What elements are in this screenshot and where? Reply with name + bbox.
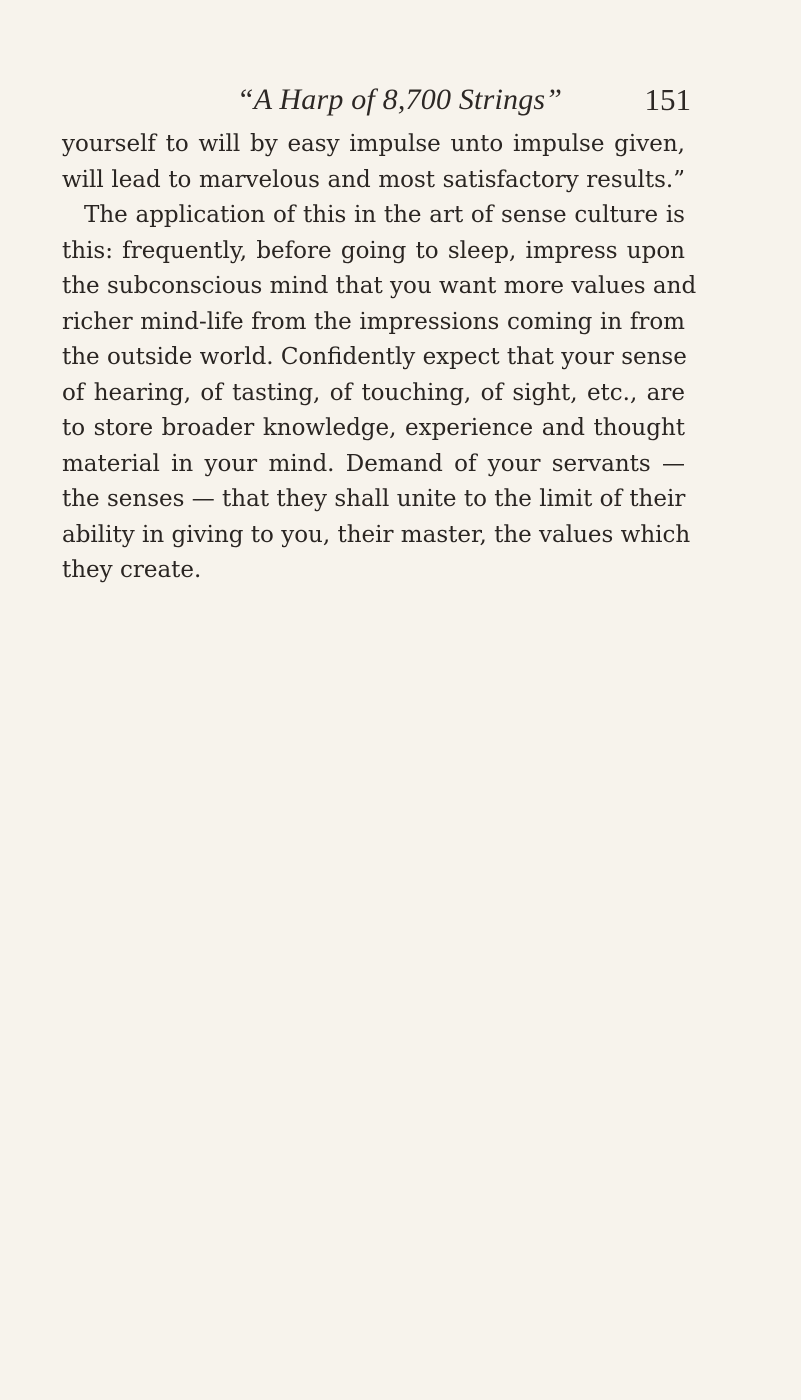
body-text xyxy=(62,127,697,589)
text-line: the outside world. Confidently expect that your sense xyxy=(62,344,687,370)
text-line: the senses — that they shall unite to the limit of their xyxy=(62,486,686,512)
text-line: of hearing, of tasting, of touching, of sight, etc., are xyxy=(62,379,685,406)
paragraph-last-line: they create. xyxy=(62,557,202,583)
paragraph-first-line: The application of this in the art of sense culture is xyxy=(84,202,685,228)
text-line: material in your mind. Demand of your servants — xyxy=(62,450,685,477)
text-line: yourself to will by easy impulse unto impulse given, xyxy=(62,131,685,157)
text-line: the subconscious mind that you want more values and xyxy=(62,273,697,299)
text-line: this: frequently, before going to sleep, impress upon xyxy=(62,237,685,264)
text-line: ability in giving to you, their master, the values which xyxy=(62,521,691,548)
text-line: will lead to marvelous and most satisfactory results.” xyxy=(62,166,685,193)
running-title: “A Harp of 8,700 Strings” xyxy=(236,83,563,116)
running-head xyxy=(60,78,691,122)
text-line: richer mind-life from the impressions coming in from xyxy=(62,308,685,335)
page-number: 151 xyxy=(644,82,691,117)
text-line: to store broader knowledge, experience and thought xyxy=(62,415,685,441)
